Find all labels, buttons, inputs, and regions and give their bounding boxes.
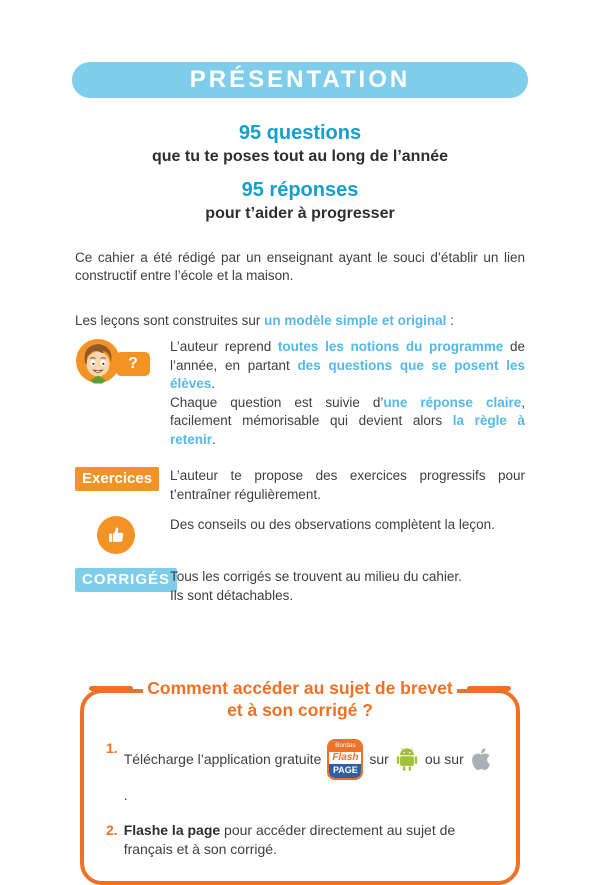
presentation-banner: [72, 62, 528, 98]
answers-badge-col: [75, 568, 170, 592]
flashpage-page-label: PAGE: [329, 764, 361, 778]
lessons-intro-highlight: un modèle simple et original: [264, 313, 447, 328]
feature-model-row: [75, 338, 525, 449]
exercises-badge-col: [75, 467, 170, 491]
description-paragraph: Ce cahier a été rédigé par un enseignant ayant le souci d’établir un lien constructif entre l’école et la maison.: [75, 250, 525, 283]
answers-text: [170, 568, 525, 605]
title-right-dash: [467, 686, 511, 691]
text-segment-highlight: des questions que se posent les élèves: [170, 357, 525, 391]
flashpage-app-icon: [327, 739, 363, 780]
question-mark-icon: ?: [116, 352, 150, 376]
flashpage-flash-label: Flash: [332, 751, 359, 763]
feature-exercises-row: [75, 467, 525, 504]
lessons-intro-line: [75, 312, 525, 330]
answers-title: 95 réponses: [241, 179, 359, 201]
text-segment: .: [211, 376, 216, 391]
answers-line-1: Tous les corrigés se trouvent au milieu du cahier.: [170, 569, 462, 584]
intro-headings: [0, 122, 600, 223]
step-1-ou-sur: ou sur: [424, 750, 464, 767]
text-segment-highlight: la règle à retenir: [170, 413, 525, 447]
brevet-title-text-2: et à son corrigé ?: [219, 700, 381, 720]
questions-subtitle: que tu te poses tout au long de l’année: [151, 148, 449, 165]
brevet-title-text-1: Comment accéder au sujet de brevet: [143, 678, 456, 698]
answers-subtitle: pour t’aider à progresser: [205, 205, 395, 222]
advice-text: Des conseils ou des observations complètent la leçon.: [170, 517, 495, 532]
thumbs-up-icon: [97, 516, 135, 554]
advice-icon-col: [75, 516, 170, 554]
brevet-step-2: [106, 821, 494, 859]
title-left-dash: [89, 686, 133, 691]
book-page: [0, 62, 600, 885]
text-segment-highlight: une réponse claire: [383, 394, 522, 410]
corriges-badge: CORRIGÉS: [75, 568, 177, 592]
brevet-title-line-2-wrap: [84, 698, 516, 720]
brevet-title-line-1: [84, 678, 516, 698]
page-title: PRÉSENTATION: [189, 66, 411, 93]
step-1-period: .: [123, 786, 128, 803]
model-icon-group: [75, 338, 170, 389]
lessons-intro-prefix: Les leçons sont construites sur: [75, 313, 265, 328]
questions-title: 95 questions: [238, 122, 362, 144]
apple-icon: [470, 748, 492, 770]
feature-advice-row: [75, 516, 525, 554]
answers-line-2: Ils sont détachables.: [170, 587, 294, 603]
android-icon: [395, 747, 419, 771]
step-2-number: 2.: [106, 821, 118, 838]
step-1-number: 1.: [106, 740, 118, 756]
model-paragraph-1: [170, 338, 525, 394]
step-2-bold: Flashe la page: [123, 821, 221, 838]
text-segment: L’auteur reprend: [170, 339, 278, 354]
brevet-box-title: [84, 678, 516, 720]
text-segment: de l’année, en partant: [170, 339, 525, 373]
step-1-text: Télécharge l’application gratuite: [123, 750, 322, 767]
model-paragraph-2: [170, 394, 525, 450]
boy-face-icon: [75, 338, 121, 389]
text-segment: Chaque question est suivie d’: [170, 394, 384, 410]
step-2-body: [124, 821, 494, 859]
exercises-badge: Exercices: [75, 467, 159, 491]
step-1-sur: sur: [369, 750, 389, 767]
brevet-access-box: [80, 678, 520, 885]
exercises-text: L’auteur te propose des exercices progressifs pour t’entraîner régulièrement.: [170, 468, 525, 502]
model-text: [170, 338, 525, 449]
text-segment: .: [212, 431, 216, 447]
page-content: [0, 249, 600, 885]
flashpage-brand-label: Bordas: [329, 741, 361, 752]
brevet-step-1: [106, 739, 494, 805]
lessons-intro-suffix: :: [446, 313, 454, 328]
step-1-body: [124, 739, 494, 805]
text-segment-highlight: toutes les notions du programme: [277, 339, 504, 354]
step-2-text: pour accéder directement au sujet de français et à son corrigé.: [123, 821, 456, 857]
text-segment: , facilement mémorisable qui devient alors: [170, 394, 525, 428]
feature-answers-row: [75, 568, 525, 605]
